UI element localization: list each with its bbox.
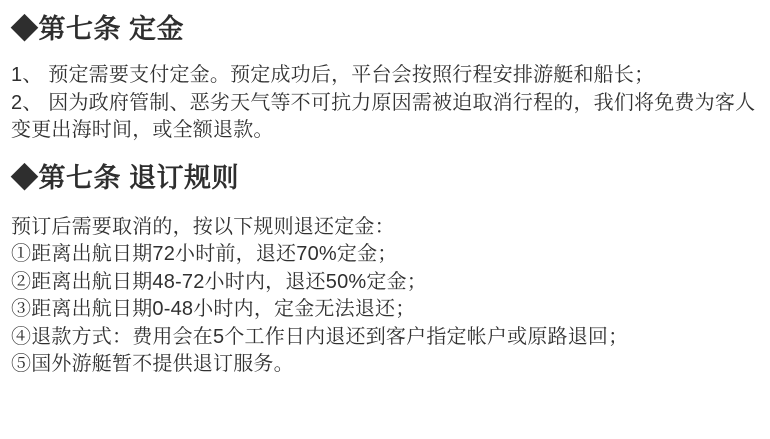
cancellation-rule-4-refund-method: ④退款方式：费用会在5个工作日内退还到客户指定帐户或原路退回； — [11, 325, 629, 348]
cancellation-rule-3: ③距离出航日期0-48小时内，定金无法退还； — [11, 298, 416, 320]
deposit-term-line-2: 2、 因为政府管制、恶劣天气等不可抗力原因需被迫取消行程的，我们将免费为客人 — [11, 91, 756, 114]
cancellation-rule-1: ①距离出航日期72小时前，退还70%定金； — [11, 243, 398, 265]
cancellation-rule-2: ②距离出航日期48-72小时内，退还50%定金； — [11, 270, 427, 293]
cancellation-rules-intro: 预订后需要取消的，按以下规则退还定金： — [11, 215, 395, 238]
deposit-section-heading: ◆第七条 定金 — [11, 14, 185, 44]
deposit-term-line-2-continued: 变更出海时间，或全额退款。 — [11, 119, 274, 141]
cancellation-section-body — [11, 214, 759, 379]
deposit-term-line-1: 1、 预定需要支付定金。预定成功后，平台会按照行程安排游艇和船长； — [11, 64, 655, 86]
section-deposit-terms — [11, 13, 759, 145]
deposit-section-body — [11, 62, 759, 145]
cancellation-section-heading: ◆第七条 退订规则 — [11, 162, 240, 193]
cancellation-rule-5-overseas: ⑤国外游艇暂不提供退订服务。 — [11, 353, 294, 375]
section-cancellation-rules — [11, 162, 759, 379]
